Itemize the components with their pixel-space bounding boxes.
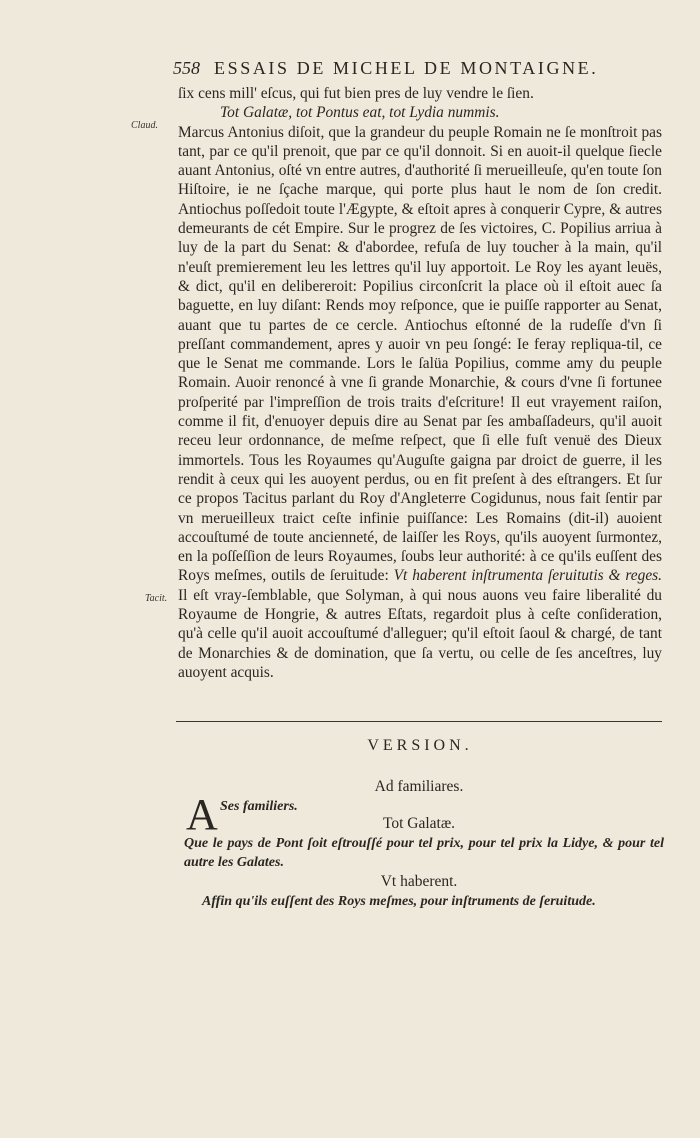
section-divider bbox=[176, 721, 662, 722]
version-heading-1: Ad familiares. bbox=[374, 778, 464, 795]
margin-note-claud: Claud. bbox=[131, 120, 158, 131]
version-block-3: Affin qu'ils euſſent des Roys meſmes, pour inſtruments de ſeruitude. bbox=[202, 894, 596, 909]
version-title: VERSION. bbox=[367, 737, 473, 754]
running-title: ESSAIS DE MICHEL DE MONTAIGNE. bbox=[214, 58, 599, 78]
drop-cap: A bbox=[186, 790, 218, 839]
text-line-first: ſix cens mill' eſcus, qui fut bien pres de luy vendre le ſien. bbox=[178, 85, 534, 102]
running-header bbox=[173, 58, 613, 79]
version-block-2: Que le pays de Pont ſoit eſtrouſſé pour tel prix, pour tel prix la Lidye, & pour tel autre les Galates. bbox=[184, 836, 664, 870]
paragraph-text-end: Il eſt vray-ſemblable, que Solyman, à qui nous auons veu faire liberalité du Royaume de Hongrie, & autres Eſtats, regardoit plus à ceſte conſideration, qu'à celle qu'il auoit accouſtumé d'alleguer; qu'il eſtoit ſaoul & chargé, de tant de Monarchies & de domination, que ſa vertu, ou celle de ſes anceſtres, luy auoyent acquis. bbox=[178, 586, 662, 681]
page-number: 558 bbox=[173, 58, 200, 78]
latin-quote: Tot Galatæ, tot Pontus eat, tot Lydia nummis. bbox=[220, 104, 500, 122]
paragraph-text: Marcus Antonius diſoit, que la grandeur du peuple Romain ne ſe monſtroit pas tant, par ce qu'il prenoit, que par ce qu'il donnoit. Si en auoit-il quelque ſiecle auant Antonius, oſté vn entre autres, d'authorité ſi merueilleuſe, qu'en toute ſon Hiſtoire, ie ne ſçache marque, qui porte plus haut le nom de ſon credit. Antiochus poſſedoit toute l'Ægypte, & eſtoit apres à conquerir Cypre, & autres demeurants de cét Empire. Sur le progrez de ſes victoires, C. Popilius arriua à luy de la part du Senat: & d'abordee, refuſa de luy toucher à la main, qu'il n'euſt premierement leu les lettres qu'il luy apportoit. Le Roy les ayant leuës, & dict, qu'il en delibereroit: Popilius circonſcrit la place où il eſtoit auec ſa baguette, en luy diſant: Rends moy reſponce, que ie puiſſe rapporter au Senat, auant que tu partes de ce cercle. Antiochus eſtonné de la rudeſſe d'vn ſi preſſant commandement, apres y auoir vn peu ſongé: Ie feray repliqua-til, ce que le Senat me commande. Lors le ſalüa Popilius, comme amy du peuple Romain. Auoir renoncé à vne ſi grande Monarchie, & cours d'vne ſi fortunee proſperité par l'impreſſion de trois traits d'eſcriture! Il eut vrayement raiſon, comme il fit, d'enuoyer depuis dire au Senat par ſes ambaſſadeurs, qu'il auoit receu leur ordonnance, de meſme reſpect, que ſi elle fuſt venuë des Dieux immortels. Tous les Royaumes qu'Auguſte gaigna par droict de guerre, il les rendit à ceux qui les auoyent perdus, ou en fit preſent à des eſtrangers. Et ſur ce propos Tacitus parlant du Roy d'Angleterre Cogidunus, nous fait ſentir par vn merueilleux traict ceſte infinie puiſſance: Les Romains (dit-il) auoient accouſtumé de toute ancienneté, de laiſſer les Roys, qu'ils auoyent ſurmontez, en la poſſeſſion de leurs Royaumes, ſoubs leur authorité: à ce qu'ils euſſent des Roys meſmes, outils de ſeruitude: bbox=[178, 123, 662, 585]
latin-inline: Vt haberent inſtrumenta ſeruitutis & reges. bbox=[393, 567, 662, 585]
paragraph-main bbox=[178, 123, 662, 683]
version-heading-2: Tot Galatæ. bbox=[382, 815, 456, 832]
main-text bbox=[178, 84, 662, 682]
version-line-1: Ses familiers. bbox=[220, 799, 298, 814]
version-heading-3: Vt haberent. bbox=[380, 873, 458, 890]
margin-note-tacit: Tacit. bbox=[145, 593, 168, 604]
